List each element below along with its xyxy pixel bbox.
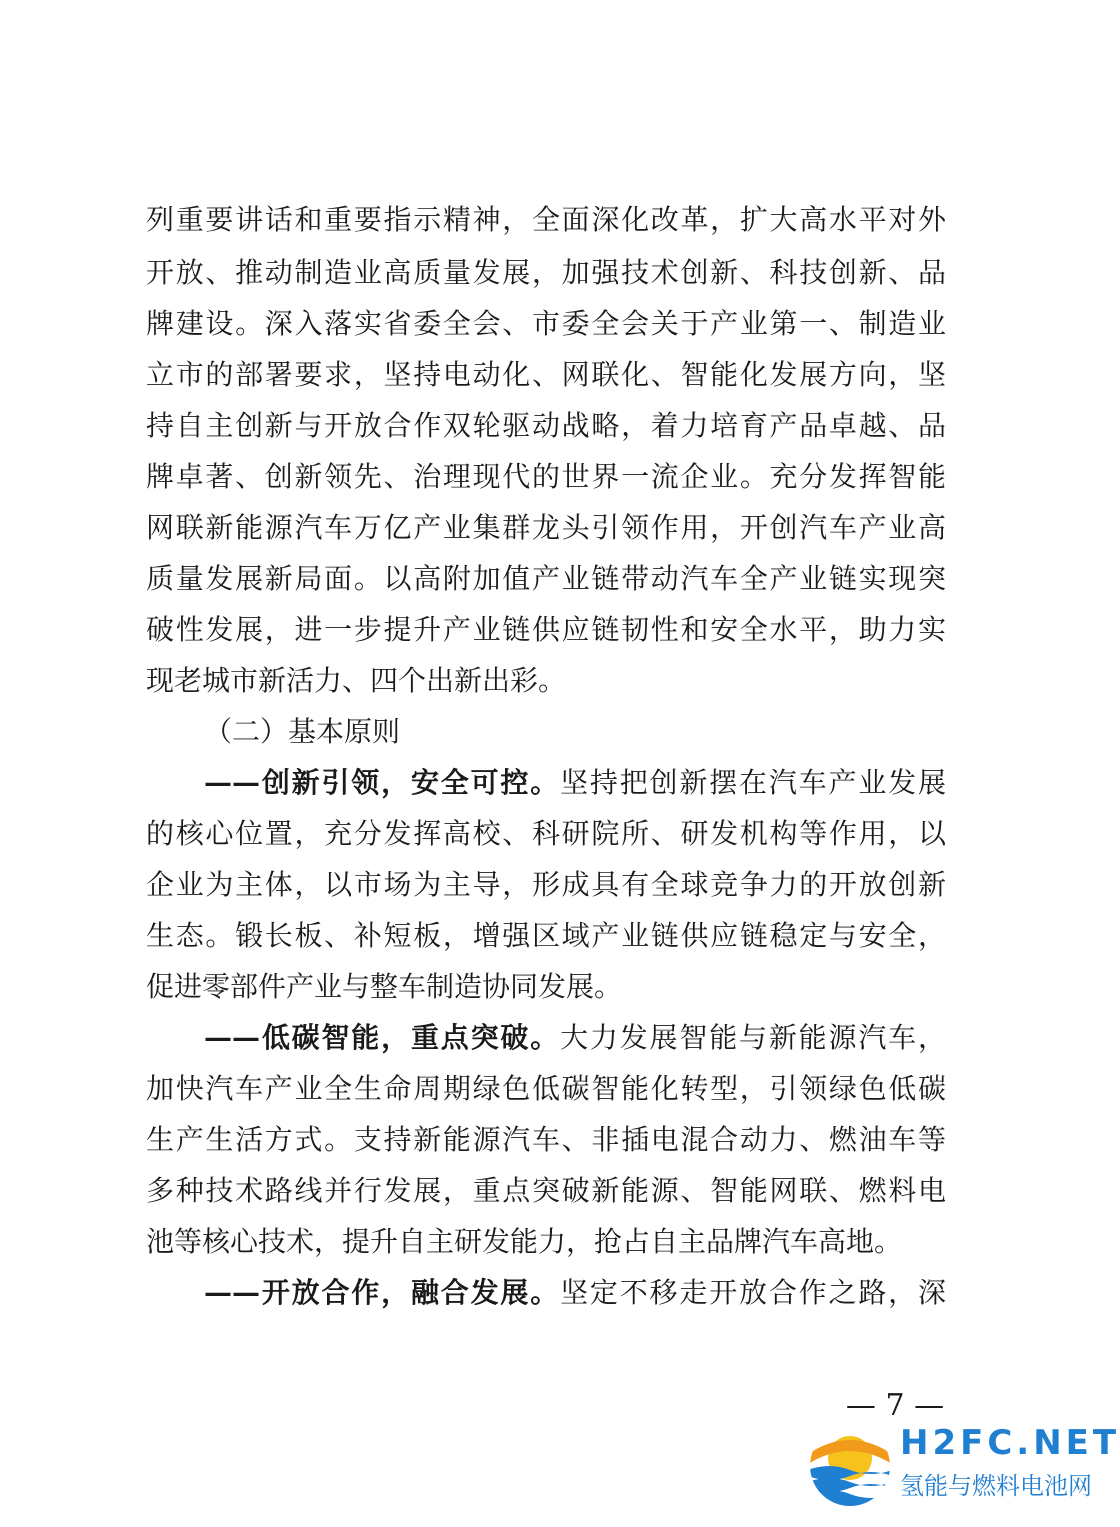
principle-1-line-3 (146, 867, 946, 903)
body-line-5 (146, 408, 946, 444)
page-number: — 7 — (845, 1388, 945, 1423)
principle-2-line-5-text: 池等核心技术，提升自主研发能力，抢占自主品牌汽车高地。 (146, 1225, 903, 1258)
principle-2-line-3 (146, 1122, 946, 1158)
body-line-1-text: 列重要讲话和重要指示精神，全面深化改革，扩大高水平对外 (146, 203, 946, 236)
principle-1-line-3-text: 企业为主体，以市场为主导，形成具有全球竞争力的开放创新 (146, 868, 946, 901)
principle-2-line-1 (204, 1020, 946, 1056)
body-line-7-text: 网联新能源汽车万亿产业集群龙头引领作用，开创汽车产业高 (146, 511, 946, 544)
body-line-6 (146, 459, 946, 495)
body-line-8-text: 质量发展新局面。以高附加值产业链带动汽车全产业链实现突 (146, 562, 946, 595)
principle-1-line-2-text: 的核心位置，充分发挥高校、科研院所、研发机构等作用，以 (146, 817, 946, 850)
body-line-3-text: 牌建设。深入落实省委全会、市委全会关于产业第一、制造业 (146, 307, 946, 340)
body-line-10 (146, 663, 946, 699)
body-line-9-text: 破性发展，进一步提升产业链供应链韧性和安全水平，助力实 (146, 613, 946, 646)
principle-2-line-3-text: 生产生活方式。支持新能源汽车、非插电混合动力、燃油车等 (146, 1123, 946, 1156)
body-line-9 (146, 612, 946, 648)
principle-1-line-1 (204, 765, 946, 801)
body-line-6-text: 牌卓著、创新领先、治理现代的世界一流企业。充分发挥智能 (146, 460, 946, 493)
principle-1-title: ——创新引领，安全可控。 (204, 766, 561, 799)
body-line-5-text: 持自主创新与开放合作双轮驱动战略，着力培育产品卓越、品 (146, 409, 946, 442)
principle-2-line-4-text: 多种技术路线并行发展，重点突破新能源、智能网联、燃料电 (146, 1174, 946, 1207)
watermark-title: H2FC.NET (900, 1423, 1120, 1463)
h2fc-logo-icon (808, 1424, 892, 1508)
body-line-2 (146, 255, 946, 291)
watermark-subtitle: 氢能与燃料电池网 (900, 1472, 1092, 1500)
principle-3-title: ——开放合作，融合发展。 (204, 1276, 561, 1309)
principle-2-line-5 (146, 1224, 946, 1260)
body-line-7 (146, 510, 946, 546)
principle-2-line-1-text: 大力发展智能与新能源汽车， (560, 1021, 946, 1054)
principle-2-line-2-text: 加快汽车产业全生命周期绿色低碳智能化转型，引领绿色低碳 (146, 1072, 946, 1105)
principle-3-line-1 (204, 1275, 946, 1311)
h2fc-watermark (808, 1418, 1120, 1518)
section-heading-text: （二）基本原则 (204, 715, 401, 748)
body-line-10-text: 现老城市新活力、四个出新出彩。 (146, 664, 567, 697)
principle-1-line-2 (146, 816, 946, 852)
principle-2-title: ——低碳智能，重点突破。 (204, 1021, 561, 1054)
body-line-3 (146, 306, 946, 342)
principle-1-line-4 (146, 918, 946, 954)
principle-3-line-1-text: 坚定不移走开放合作之路，深 (560, 1276, 946, 1309)
section-heading (204, 714, 946, 750)
principle-1-line-1-text: 坚持把创新摆在汽车产业发展 (560, 766, 946, 799)
body-line-4-text: 立市的部署要求，坚持电动化、网联化、智能化发展方向，坚 (146, 358, 946, 391)
body-line-1 (146, 202, 946, 238)
principle-2-line-2 (146, 1071, 946, 1107)
principle-1-line-5 (146, 969, 946, 1005)
principle-1-line-4-text: 生态。锻长板、补短板，增强区域产业链供应链稳定与安全， (146, 919, 946, 952)
body-line-2-text: 开放、推动制造业高质量发展，加强技术创新、科技创新、品 (146, 256, 946, 289)
principle-1-line-5-text: 促进零部件产业与整车制造协同发展。 (146, 970, 623, 1003)
body-line-4 (146, 357, 946, 393)
body-line-8 (146, 561, 946, 597)
principle-2-line-4 (146, 1173, 946, 1209)
